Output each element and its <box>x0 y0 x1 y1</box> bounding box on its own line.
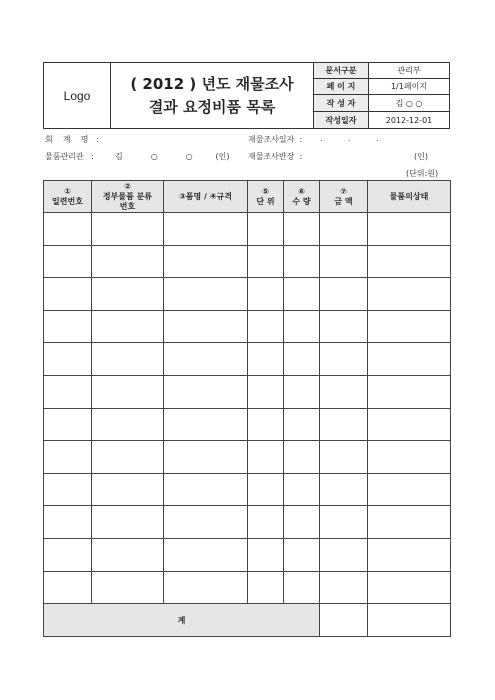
cell-condition[interactable] <box>368 343 451 376</box>
cell-condition[interactable] <box>368 310 451 343</box>
cell-serial-no[interactable] <box>44 441 92 474</box>
table-row <box>44 538 451 571</box>
cell-quantity[interactable] <box>284 375 320 408</box>
cell-quantity[interactable] <box>284 213 320 246</box>
cell-serial-no[interactable] <box>44 213 92 246</box>
column-number: ② <box>124 181 131 191</box>
cell-classification-no[interactable] <box>92 375 164 408</box>
cell-amount[interactable] <box>320 375 368 408</box>
cell-quantity[interactable] <box>284 408 320 441</box>
column-number: ⑥ <box>298 186 305 196</box>
cell-amount[interactable] <box>320 213 368 246</box>
cell-item-spec[interactable] <box>164 408 248 441</box>
cell-condition[interactable] <box>368 245 451 278</box>
inventory-table <box>43 180 451 637</box>
cell-serial-no[interactable] <box>44 538 92 571</box>
cell-amount[interactable] <box>320 473 368 506</box>
cell-condition[interactable] <box>368 571 451 604</box>
cell-classification-no[interactable] <box>92 506 164 539</box>
total-amount-cell[interactable] <box>320 604 368 637</box>
column-label: ③품명 / ④규격 <box>179 191 232 201</box>
cell-quantity[interactable] <box>284 473 320 506</box>
column-header-item-spec <box>164 181 248 213</box>
account-name-label: 회 계 명 : <box>45 135 99 144</box>
table-row <box>44 343 451 376</box>
cell-serial-no[interactable] <box>44 408 92 441</box>
cell-item-spec[interactable] <box>164 375 248 408</box>
table-row <box>44 213 451 246</box>
meta-label-doc-type: 문서구분 <box>314 63 369 79</box>
cell-quantity[interactable] <box>284 538 320 571</box>
cell-unit[interactable] <box>248 408 284 441</box>
cell-item-spec[interactable] <box>164 571 248 604</box>
cell-quantity[interactable] <box>284 343 320 376</box>
cell-unit[interactable] <box>248 571 284 604</box>
cell-unit[interactable] <box>248 310 284 343</box>
cell-amount[interactable] <box>320 571 368 604</box>
survey-date-value: . . . <box>320 134 379 143</box>
column-number: ⑤ <box>262 186 269 196</box>
cell-item-spec[interactable] <box>164 473 248 506</box>
column-label: 금 액 <box>334 196 353 206</box>
cell-serial-no[interactable] <box>44 473 92 506</box>
meta-value-doc-type: 관리부 <box>369 63 450 79</box>
cell-amount[interactable] <box>320 441 368 474</box>
table-row <box>44 375 451 408</box>
column-header-unit <box>248 181 284 213</box>
cell-item-spec[interactable] <box>164 310 248 343</box>
column-header-classification-no <box>92 181 164 213</box>
cell-quantity[interactable] <box>284 278 320 311</box>
cell-amount[interactable] <box>320 278 368 311</box>
cell-serial-no[interactable] <box>44 245 92 278</box>
currency-unit-note: (단위:원) <box>406 169 439 178</box>
survey-date-label: 재물조사일자 : <box>248 135 303 144</box>
cell-classification-no[interactable] <box>92 343 164 376</box>
cell-condition[interactable] <box>368 408 451 441</box>
cell-serial-no[interactable] <box>44 375 92 408</box>
cell-condition[interactable] <box>368 506 451 539</box>
cell-item-spec[interactable] <box>164 278 248 311</box>
meta-value-date: 2012-12-01 <box>369 112 450 129</box>
cell-classification-no[interactable] <box>92 571 164 604</box>
column-header-condition <box>368 181 451 213</box>
cell-item-spec[interactable] <box>164 538 248 571</box>
column-header-serial-no <box>44 181 92 213</box>
cell-item-spec[interactable] <box>164 245 248 278</box>
logo: Logo <box>44 63 111 129</box>
meta-label-author: 작 성 자 <box>314 95 369 112</box>
cell-classification-no[interactable] <box>92 538 164 571</box>
column-header-quantity <box>284 181 320 213</box>
table-row <box>44 473 451 506</box>
cell-amount[interactable] <box>320 343 368 376</box>
cell-serial-no[interactable] <box>44 506 92 539</box>
cell-amount[interactable] <box>320 538 368 571</box>
cell-classification-no[interactable] <box>92 245 164 278</box>
cell-amount[interactable] <box>320 506 368 539</box>
table-row <box>44 441 451 474</box>
meta-label-page: 페 이 지 <box>314 79 369 95</box>
cell-unit[interactable] <box>248 213 284 246</box>
cell-condition[interactable] <box>368 213 451 246</box>
cell-unit[interactable] <box>248 343 284 376</box>
cell-unit[interactable] <box>248 506 284 539</box>
cell-classification-no[interactable] <box>92 441 164 474</box>
cell-unit[interactable] <box>248 375 284 408</box>
property-manager-label: 물품관리관 : <box>45 152 94 161</box>
cell-item-spec[interactable] <box>164 506 248 539</box>
cell-amount[interactable] <box>320 310 368 343</box>
cell-classification-no[interactable] <box>92 310 164 343</box>
table-body <box>44 213 451 604</box>
cell-amount[interactable] <box>320 245 368 278</box>
cell-quantity[interactable] <box>284 310 320 343</box>
cell-serial-no[interactable] <box>44 310 92 343</box>
cell-classification-no[interactable] <box>92 213 164 246</box>
cell-unit[interactable] <box>248 278 284 311</box>
cell-classification-no[interactable] <box>92 408 164 441</box>
meta-value-author: 김 ○ ○ <box>369 95 450 112</box>
cell-unit[interactable] <box>248 473 284 506</box>
cell-item-spec[interactable] <box>164 441 248 474</box>
cell-condition[interactable] <box>368 441 451 474</box>
document-title <box>111 63 314 129</box>
survey-chief-label: 재물조사반장 : <box>248 152 303 161</box>
meta-value-page: 1/1페이지 <box>369 79 450 95</box>
column-header-amount <box>320 181 368 213</box>
table-row <box>44 408 451 441</box>
cell-quantity[interactable] <box>284 245 320 278</box>
cell-classification-no[interactable] <box>92 278 164 311</box>
cell-condition[interactable] <box>368 278 451 311</box>
title-line-1: ( 2012 ) 년도 재물조사 <box>130 74 294 93</box>
column-number: ⑦ <box>340 186 347 196</box>
column-label: 물품의상태 <box>389 191 429 201</box>
total-condition-cell[interactable] <box>368 604 451 637</box>
cell-item-spec[interactable] <box>164 343 248 376</box>
cell-unit[interactable] <box>248 538 284 571</box>
cell-classification-no[interactable] <box>92 473 164 506</box>
cell-quantity[interactable] <box>284 506 320 539</box>
property-manager-name: 김 ○ ○ (인) <box>115 152 230 161</box>
cell-condition[interactable] <box>368 375 451 408</box>
column-label: 수 량 <box>292 196 311 206</box>
cell-quantity[interactable] <box>284 571 320 604</box>
cell-item-spec[interactable] <box>164 213 248 246</box>
table-row <box>44 310 451 343</box>
cell-unit[interactable] <box>248 245 284 278</box>
title-line-2: 결과 요정비품 목록 <box>148 97 276 116</box>
cell-amount[interactable] <box>320 408 368 441</box>
cell-quantity[interactable] <box>284 441 320 474</box>
survey-chief-seal: (인) <box>414 152 428 161</box>
column-label: 단 위 <box>256 196 275 206</box>
column-number: ① <box>64 186 71 196</box>
total-label: 계 <box>44 604 320 637</box>
cell-serial-no[interactable] <box>44 343 92 376</box>
table-row <box>44 506 451 539</box>
cell-unit[interactable] <box>248 441 284 474</box>
column-label: 정부물품 분류번호 <box>102 191 153 211</box>
table-row <box>44 245 451 278</box>
table-row <box>44 571 451 604</box>
table-row <box>44 278 451 311</box>
cell-serial-no[interactable] <box>44 571 92 604</box>
cell-condition[interactable] <box>368 538 451 571</box>
cell-serial-no[interactable] <box>44 278 92 311</box>
meta-label-date: 작성일자 <box>314 112 369 129</box>
cell-condition[interactable] <box>368 473 451 506</box>
document-header <box>43 62 450 129</box>
column-label: 일련번호 <box>52 196 83 206</box>
